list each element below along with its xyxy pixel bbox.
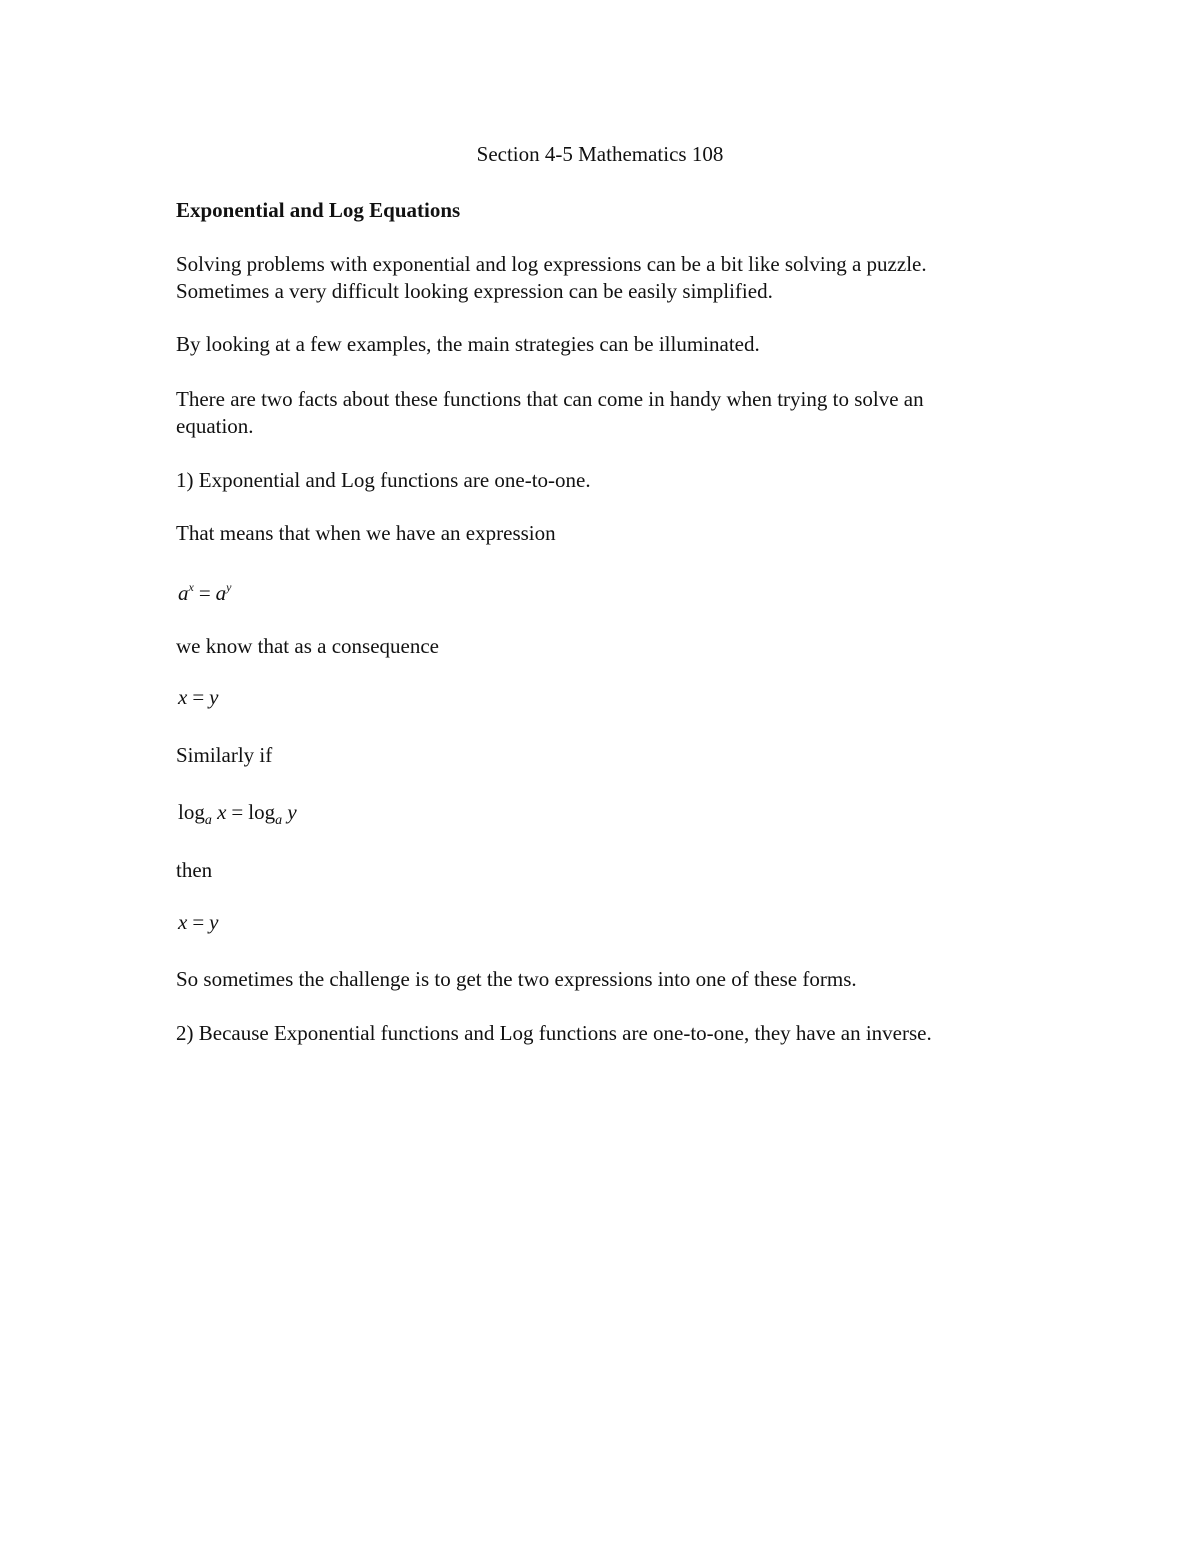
log-word-right: log [248,800,276,824]
exp-power-left: x [188,580,194,594]
paragraph-then: then [176,858,213,882]
fact-one: 1) Exponential and Log functions are one-to-one. [176,468,591,492]
equals-sign: = [198,581,211,605]
equation-x: x [178,910,188,934]
paragraph-similarly: Similarly if [176,743,273,767]
paragraph-consequence: we know that as a consequence [176,634,439,658]
exp-power-right: y [226,580,232,594]
equation-y: y [209,685,219,709]
paragraph-two-facts-line-1: There are two facts about these functions that can come in handy when trying to solve an [176,387,924,411]
equation-x-equals-y-2 [178,909,219,936]
paragraph-intro-line-1: Solving problems with exponential and log expressions can be a bit like solving a puzzle. [176,252,927,276]
page-title: Section 4-5 Mathematics 108 [476,142,724,166]
log-base-left: a [204,813,212,828]
exp-base-left: a [178,581,189,605]
equals-sign: = [192,910,205,934]
paragraph-intro-line-2: Sometimes a very difficult looking expression can be easily simplified. [176,279,773,303]
paragraph-two-facts-line-2: equation. [176,414,254,438]
equals-sign: = [192,685,205,709]
paragraph-strategies: By looking at a few examples, the main strategies can be illuminated. [176,332,760,356]
log-arg-left: x [217,800,227,824]
log-arg-right: y [287,800,297,824]
fact-two: 2) Because Exponential functions and Log functions are one-to-one, they have an inverse. [176,1021,932,1045]
paragraph-challenge: So sometimes the challenge is to get the two expressions into one of these forms. [176,967,857,991]
equation-exponential [178,580,232,607]
equation-x: x [178,685,188,709]
exp-base-right: a [215,581,227,605]
equation-y: y [209,910,219,934]
log-base-right: a [275,813,283,828]
paragraph-expression: That means that when we have an expression [176,521,556,545]
equation-logarithmic [178,799,297,826]
equation-x-equals-y-1 [178,684,219,711]
log-word-left: log [178,800,205,824]
section-heading: Exponential and Log Equations [176,198,461,222]
equals-sign: = [231,800,244,824]
